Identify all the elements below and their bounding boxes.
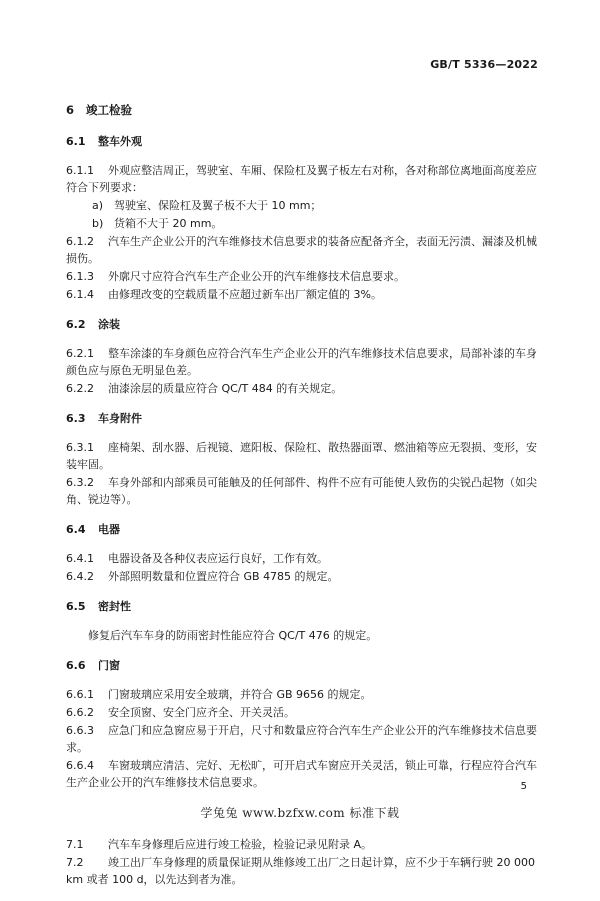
clause-number: 6.4.1 [66,552,94,565]
clause [66,722,544,756]
section-heading [66,410,544,427]
clause-text: 电器设备及各种仪表应运行良好，工作有效。 [108,552,328,565]
clause-text: 由修理改变的空载质量不应超过新车出厂额定值的 3%。 [108,288,382,301]
clause-text: 门窗玻璃应采用安全玻璃，并符合 GB 9656 的规定。 [108,688,372,701]
clause-number: 6.1.2 [66,235,94,248]
clause [66,286,544,303]
clause [66,550,544,567]
section-title: 涂装 [98,318,120,331]
section-title: 车身附件 [98,412,142,425]
chapter-heading [66,102,544,119]
section-number: 6.6 [66,659,86,672]
clause-text: 座椅架、刮水器、后视镜、遮阳板、保险杠、散热器面罩、燃油箱等应无裂损、变形，安装牢固。 [66,441,537,471]
clause-number: 6.3.1 [66,441,94,454]
clause [66,854,544,888]
section-title: 整车外观 [98,135,142,148]
clause-number: 6.6.4 [66,759,94,772]
section-heading [66,598,544,615]
clause-number: 7.1 [66,838,84,851]
clause-text: 安全顶窗、安全门应齐全、开关灵活。 [108,706,295,719]
clause-text: 汽车车身修理后应进行竣工检验，检验记录见附录 A。 [108,838,373,851]
clause-text: 车窗玻璃应清洁、完好、无松旷，可开启式车窗应开关灵活，锁止可靠，行程应符合汽车生产企业公开的汽车维修技术信息要求。 [66,759,537,789]
clause-text: 汽车生产企业公开的汽车维修技术信息要求的装备应配备齐全，表面无污渍、漏漆及机械损伤。 [66,235,537,265]
clause-number: 6.2.1 [66,347,94,360]
section-number: 6.3 [66,412,86,425]
clause [66,268,544,285]
clause-number: 6.3.2 [66,476,94,489]
section-heading [66,657,544,674]
section-number: 6.4 [66,523,86,536]
section-heading [66,316,544,333]
clause-text: 整车涂漆的车身颜色应符合汽车生产企业公开的汽车维修技术信息要求，局部补漆的车身颜色应与原色无明显色差。 [66,347,537,377]
clause-number: 6.1.1 [66,164,94,177]
clause-number: 6.6.1 [66,688,94,701]
chapter-number: 6 [66,103,75,117]
standard-code: GB/T 5336—2022 [430,58,538,71]
clause-text: 外廓尺寸应符合汽车生产企业公开的汽车维修技术信息要求。 [108,270,405,283]
section-title: 电器 [98,523,120,536]
clause [66,233,544,267]
clause-number: 6.6.2 [66,706,94,719]
clause-text: 外观应整洁周正，驾驶室、车厢、保险杠及翼子板左右对称，各对称部位离地面高度差应符合下列要求： [66,164,537,194]
footer-watermark [0,794,600,830]
clause [66,162,544,196]
clause [66,757,544,791]
clause-text: 竣工出厂车身修理的质量保证期从维修竣工出厂之日起计算，应不少于车辆行驶 20 000 km 或者 100 d，以先达到者为准。 [66,856,535,886]
list-marker: b) [92,217,104,230]
clause-number: 6.4.2 [66,570,94,583]
clause [66,686,544,703]
clause-number: 6.2.2 [66,382,94,395]
clause-text: 油漆涂层的质量应符合 QC/T 484 的有关规定。 [108,382,343,395]
watermark-text: 学兔兔 www.bzfxw.com 标准下载 [200,806,400,820]
clause [66,836,544,853]
clause [66,439,544,473]
clause-text: 外部照明数量和位置应符合 GB 4785 的规定。 [108,570,339,583]
list-text: 货箱不大于 20 mm。 [114,217,223,230]
clause [66,704,544,721]
clause-number: 6.6.3 [66,724,94,737]
clause-number: 7.2 [66,856,84,869]
section-number: 6.1 [66,135,86,148]
section-heading [66,521,544,538]
list-marker: a) [92,199,104,212]
clause-text: 应急门和应急窗应易于开启，尺寸和数量应符合汽车生产企业公开的汽车维修技术信息要求。 [66,724,537,754]
section-title: 密封性 [98,600,131,613]
clause-number: 6.1.3 [66,270,94,283]
section-number: 6.5 [66,600,86,613]
section-number: 6.2 [66,318,86,331]
clause [66,568,544,585]
list-item [66,215,544,232]
clause [66,474,544,508]
page-number: 5 [520,781,527,792]
clause-number: 6.1.4 [66,288,94,301]
list-item [66,197,544,214]
paragraph: 修复后汽车车身的防雨密封性能应符合 QC/T 476 的规定。 [88,629,378,642]
clause-text: 车身外部和内部乘员可能触及的任何部件、构件不应有可能使人致伤的尖锐凸起物（如尖角、锐边等）。 [66,476,537,506]
section-heading [66,133,544,150]
clause [66,380,544,397]
section-title: 门窗 [98,659,120,672]
chapter-title: 竣工检验 [86,103,132,117]
document-body [66,102,544,901]
clause [66,345,544,379]
list-text: 驾驶室、保险杠及翼子板不大于 10 mm； [114,199,322,212]
